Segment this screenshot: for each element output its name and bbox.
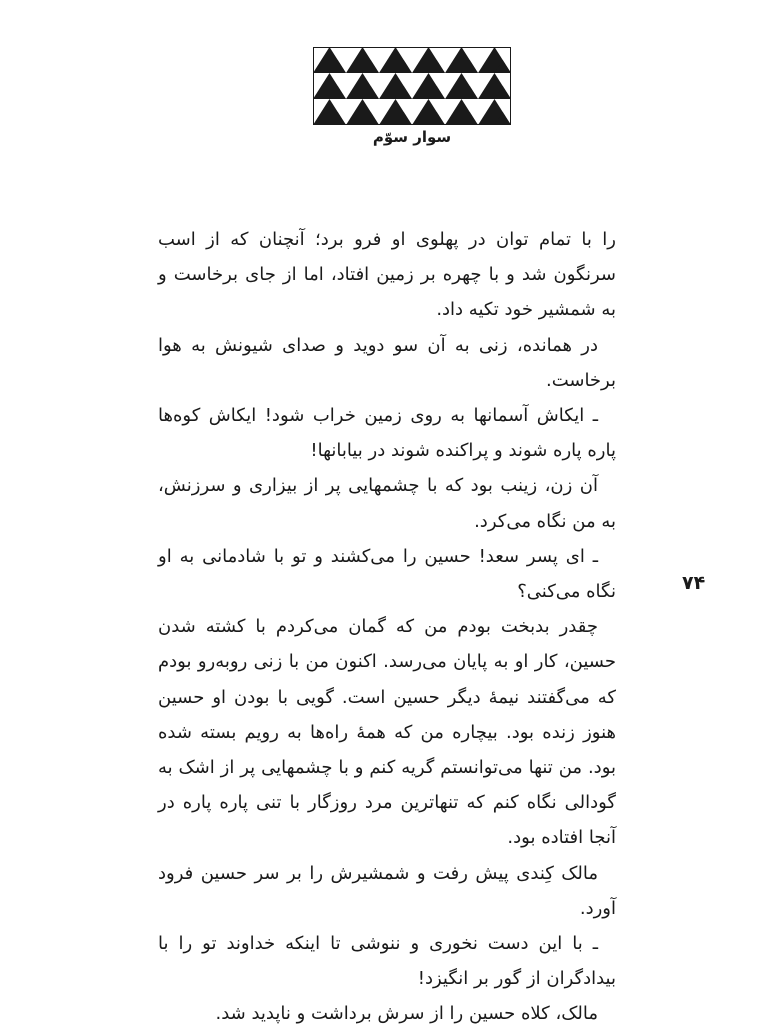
body-text — [158, 222, 616, 1032]
paragraph: چقدر بدبخت بودم من که گمان می‌کردم با کشته شدن حسین، کار او به پایان می‌رسد. اکنون من با زنی روبه‌رو بودم که می‌گفتند نیمهٔ دیگر حسین است. گویی با بودن او حسین هنوز زنده بود. بیچاره من که همهٔ راه‌ها به رویم بسته شده بود. من تنها می‌توانستم گریه کنم و با چشمهایی پر از اشک به گودالی نگاه کنم که تنهاترین مرد روزگار با تنی پاره پاره در آنجا افتاده بود. — [158, 616, 616, 849]
page-number: ۷۴ — [682, 572, 706, 594]
triangle-pattern-ornament-icon — [313, 47, 511, 125]
paragraph: را با تمام توان در پهلوی او فرو برد؛ آنچنان که از اسب سرنگون شد و با چهره بر زمین افتاد، اما از جای برخاست و به شمشیر خود تکیه داد. — [158, 229, 616, 321]
paragraph: در همانده، زنی به آن سو دوید و صدای شیونش به هوا برخاست. — [158, 334, 616, 391]
paragraph: مالک، کلاه حسین را از سرش برداشت و ناپدید شد. — [215, 1003, 598, 1025]
paragraph: ـ ای پسر سعد! حسین را می‌کشند و تو با شادمانی به او نگاه می‌کنی؟ — [158, 545, 616, 603]
paragraph: آن زن، زینب بود که با چشمهایی پر از بیزاری و سرزنش، به من نگاه می‌کرد. — [158, 475, 616, 532]
paragraph: ـ ایکاش آسمانها به روی زمین خراب شود! ایکاش کوه‌ها پاره پاره شوند و پراکنده شوند در بیابانها! — [158, 405, 616, 462]
paragraph: مالک کِندی پیش رفت و شمشیرش را بر سر حسین فرود آورد. — [158, 862, 616, 919]
chapter-title: سوار سوّم — [372, 128, 452, 146]
paragraph: ـ با این دست نخوری و ننوشی تا اینکه خداوند تو را با بیدادگران از گور بر انگیزد! — [158, 933, 616, 990]
